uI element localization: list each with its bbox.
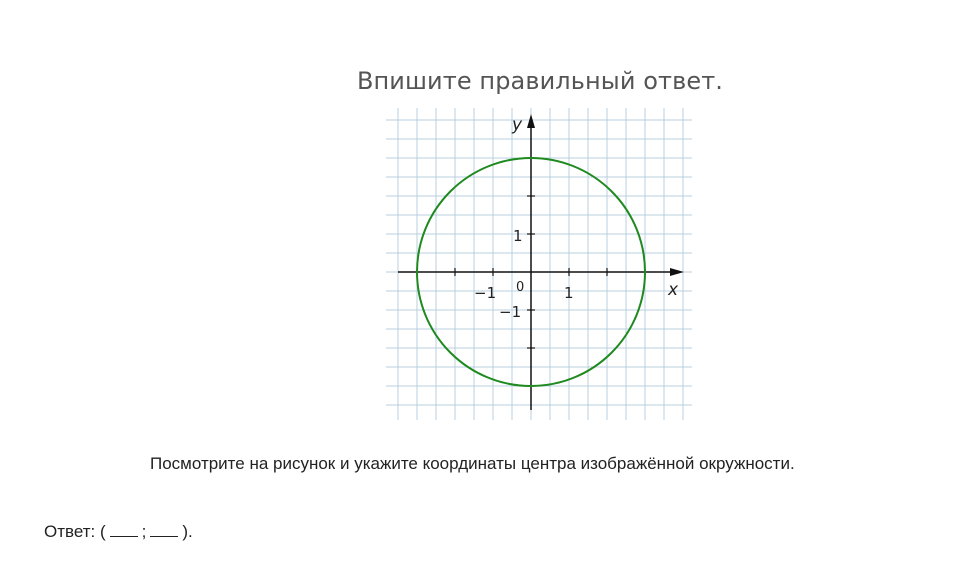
origin-label: 0 xyxy=(516,280,525,295)
grid xyxy=(386,108,692,420)
y-axis-arrow xyxy=(527,114,535,128)
answer-suffix: ). xyxy=(182,522,193,541)
y-tick-label-one: 1 xyxy=(513,227,523,245)
x-axis-arrow xyxy=(670,268,684,276)
answer-prefix: Ответ: ( xyxy=(44,522,106,541)
x-axis-label: x xyxy=(668,280,679,300)
answer-y-blank[interactable] xyxy=(150,516,178,537)
coordinate-plane xyxy=(386,108,692,420)
coordinate-figure xyxy=(386,108,692,420)
x-tick-label-one: 1 xyxy=(564,284,574,302)
task-title: Впишите правильный ответ. xyxy=(356,67,724,95)
y-tick-label-neg-one: −1 xyxy=(499,303,522,321)
answer-line xyxy=(44,516,193,542)
answer-x-blank[interactable] xyxy=(110,516,138,537)
y-axis-label: y xyxy=(512,115,523,135)
x-tick-label-neg-one: −1 xyxy=(474,284,497,302)
answer-separator: ; xyxy=(141,522,147,541)
question-text: Посмотрите на рисунок и укажите координаты центра изображённой окружности. xyxy=(150,454,795,473)
